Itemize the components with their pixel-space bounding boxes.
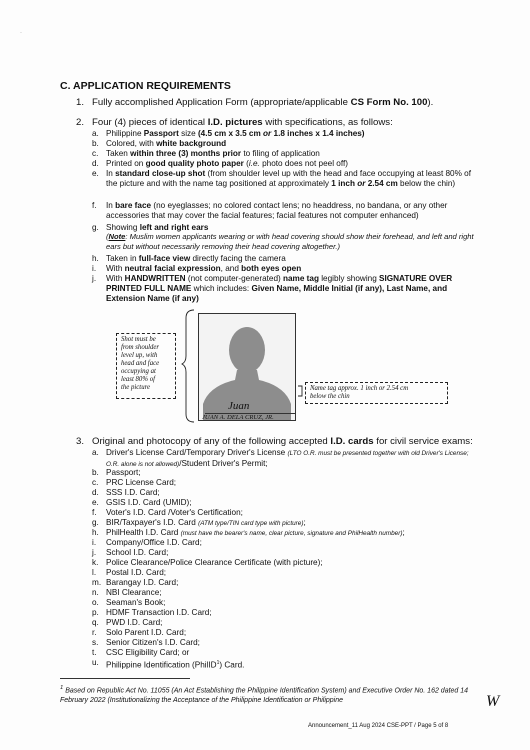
card-name: CSC Eligibility Card; or <box>106 648 190 657</box>
id-card-item <box>92 448 472 470</box>
spec-text: (not computer-generated) <box>185 274 283 283</box>
card-name-end: /Student Driver's Permit; <box>179 459 268 468</box>
callout-line: head and face <box>121 360 160 367</box>
spec-italic: or <box>260 129 274 138</box>
spec-letter: h. <box>92 254 99 263</box>
requirement-bold: I.D. cards <box>330 436 374 447</box>
spec-text: (from shoulder level up with the head and face occupying at least 80% of the picture and with the name tag positioned at approximately <box>106 169 471 188</box>
spec-text: (no eyeglasses; no colored contact lens; no headdress, no bandana, or any other accessories that may cover the facial features; facial features not computer enhanced) <box>106 201 448 220</box>
spec-bold: full-face view <box>138 254 191 263</box>
footnote-separator <box>60 678 190 679</box>
card-letter: h. <box>92 528 99 537</box>
footnote-text: Based on Republic Act No. 11055 (An Act Establishing the Philippine Identification System) and Executive Order No. 162 dated 14 February 2022 (Institutionalizing the Acceptance of the Philippine Identification or Philippine <box>60 687 469 705</box>
spec-bold: white background <box>156 139 227 148</box>
card-name: NBI Clearance; <box>106 588 162 597</box>
spec-bold: within three (3) months prior <box>130 149 242 158</box>
id-card-item <box>92 538 472 548</box>
spec-bold: Passport <box>143 129 179 138</box>
requirement-text: Four (4) pieces of identical <box>92 117 208 128</box>
id-card-item <box>92 608 472 618</box>
muslim-women-note <box>106 232 476 252</box>
card-name: Senior Citizen's I.D. Card; <box>106 638 200 647</box>
id-card-item <box>92 598 472 608</box>
note-paren: ( <box>106 232 109 241</box>
spec-letter: a. <box>92 129 99 138</box>
id-card-item <box>92 568 472 578</box>
spec-text: Taken <box>106 149 131 158</box>
spec-letter: c. <box>92 149 99 158</box>
spec-bold: good quality photo paper <box>145 159 244 168</box>
spec-bold: HANDWRITTEN <box>124 274 186 283</box>
spec-letter: i. <box>92 264 97 273</box>
id-card-item <box>92 658 472 671</box>
card-note: (must have the bearer's name, clear picture, signature and PhilHealth number) <box>180 530 403 537</box>
card-name: Postal I.D. Card; <box>106 568 167 577</box>
spec-letter: e. <box>92 169 99 178</box>
card-letter: r. <box>92 628 97 637</box>
spec-text: which includes: <box>191 284 252 293</box>
footnote-reference: 1 <box>216 660 220 666</box>
card-letter: t. <box>92 648 97 657</box>
callout-line: Name tag approx. 1 inch or 2.54 cm <box>310 385 409 392</box>
id-card-item <box>92 558 472 568</box>
requirement-text-end: ). <box>427 97 434 108</box>
callout-line: level up, with <box>121 352 158 359</box>
picture-spec-f <box>92 201 472 221</box>
id-card-item <box>92 638 472 648</box>
spec-text: below the chin) <box>397 179 456 188</box>
spec-text: Colored, with <box>106 139 157 148</box>
card-letter: e. <box>92 498 99 507</box>
card-letter: q. <box>92 618 99 627</box>
card-name: Solo Parent I.D. Card; <box>106 628 187 637</box>
callout-line: occupying at <box>121 368 156 375</box>
spec-text: Philippine <box>106 129 144 138</box>
card-name: PWD I.D. Card; <box>106 618 163 627</box>
card-name: HDMF Transaction I.D. Card; <box>106 608 212 617</box>
id-card-item <box>92 578 472 588</box>
id-card-item <box>92 478 472 488</box>
card-letter: k. <box>92 558 99 567</box>
card-letter: o. <box>92 598 99 607</box>
card-name: GSIS I.D. Card (UMID); <box>106 498 192 507</box>
spec-bold: both eyes open <box>241 264 302 273</box>
card-name: PhilHealth I.D. Card <box>106 528 181 537</box>
spec-bold: 1 inch <box>331 179 355 188</box>
spec-text: Taken in <box>106 254 139 263</box>
picture-spec-i <box>92 264 472 274</box>
note-label: Note <box>108 232 126 241</box>
requirement-1 <box>76 97 433 109</box>
spec-italic: i.e. <box>248 159 260 168</box>
requirement-number: 2. <box>76 117 85 128</box>
spec-text: In <box>106 169 116 178</box>
spec-text: directly facing the camera <box>190 254 286 263</box>
printed-full-name: JUAN A. DELA CRUZ, JR. <box>202 414 274 421</box>
id-card-item <box>92 468 472 478</box>
card-name: PRC License Card; <box>106 478 177 487</box>
id-card-item <box>92 498 472 508</box>
id-card-item <box>92 508 472 518</box>
picture-spec-j <box>92 274 472 304</box>
picture-spec-d <box>92 159 472 169</box>
card-name: School I.D. Card; <box>106 548 169 557</box>
spec-text: to filing of application <box>241 149 320 158</box>
card-name: Barangay I.D. Card; <box>106 578 179 587</box>
card-name: Philippine Identification (PhilID <box>106 660 217 670</box>
spec-text: photo does not peel off) <box>259 159 348 168</box>
callout-line: below the chin <box>310 393 350 400</box>
callout-line: the picture <box>121 384 151 391</box>
card-letter: a. <box>92 448 99 457</box>
spec-bold: Given Name, Middle Initial (if any), Last Name, and Extension Name (if any) <box>106 284 448 303</box>
spec-text: With <box>106 274 125 283</box>
card-name-end: ) Card. <box>219 660 245 670</box>
requirement-3 <box>76 436 473 448</box>
id-card-item <box>92 548 472 558</box>
card-letter: n. <box>92 588 99 597</box>
card-letter: i. <box>92 538 97 547</box>
requirement-number: 3. <box>76 436 85 447</box>
card-letter: p. <box>92 608 99 617</box>
card-letter: u. <box>92 658 99 667</box>
requirement-number: 1. <box>76 97 85 108</box>
callout-line: Shot must be <box>121 336 156 343</box>
callout-line: least 80% of <box>121 376 155 383</box>
spec-letter: j. <box>92 274 97 283</box>
spec-bold: 1.8 inches x 1.4 inches) <box>273 129 365 138</box>
card-letter: g. <box>92 518 99 527</box>
note-text: : Muslim women applicants wearing or with head covering should show their forehead, and left and right ears but without necessarily removing their head covering altogether.) <box>106 232 474 251</box>
handwritten-initials: W <box>486 693 500 710</box>
picture-spec-e <box>92 169 472 189</box>
card-letter: m. <box>92 578 102 587</box>
section-heading: C. APPLICATION REQUIREMENTS <box>60 80 231 92</box>
card-letter: b. <box>92 468 99 477</box>
card-note: (ATM type/TIN card type with picture) <box>198 520 304 527</box>
spec-bold: SIGNATURE OVER PRINTED FULL NAME <box>106 274 453 293</box>
footnote-mark: 1 <box>60 685 64 691</box>
spec-text: ( <box>243 159 249 168</box>
spec-bold: standard close-up shot <box>115 169 206 178</box>
requirement-text-end: for civil service exams: <box>373 436 473 447</box>
card-name: SSS I.D. Card; <box>106 488 160 497</box>
spec-letter: g. <box>92 223 99 232</box>
picture-spec-a <box>92 129 472 139</box>
card-letter: s. <box>92 638 99 647</box>
requirement-2 <box>76 117 393 129</box>
card-name-end: ; <box>402 528 405 537</box>
id-card-item <box>92 488 472 498</box>
card-name: Police Clearance/Police Clearance Certificate (with picture); <box>106 558 323 567</box>
requirement-bold: I.D. pictures <box>207 117 263 128</box>
spec-bold: bare face <box>115 201 152 210</box>
spec-letter: b. <box>92 139 99 148</box>
picture-spec-b <box>92 139 472 149</box>
card-name: Seaman's Book; <box>106 598 166 607</box>
picture-spec-c <box>92 149 472 159</box>
shot-callout <box>116 333 176 399</box>
spec-text: With <box>106 264 125 273</box>
card-note: (LTO O.R. must be presented together with old Driver's License; O.R. alone is not allowed) <box>106 450 469 468</box>
card-letter: c. <box>92 478 99 487</box>
card-name-end: ; <box>303 518 306 527</box>
card-letter: j. <box>92 548 97 557</box>
spec-bold: name tag <box>283 274 319 283</box>
spec-italic: or <box>354 179 368 188</box>
name-tag-callout <box>305 382 448 404</box>
card-letter: f. <box>92 508 97 517</box>
spec-letter: f. <box>92 201 97 210</box>
card-name: Passport; <box>106 468 141 477</box>
card-name: Driver's License Card/Temporary Driver's License <box>106 448 288 457</box>
form-name: CS Form No. 100 <box>350 97 428 108</box>
spec-bold: (4.5 cm x 3.5 cm <box>197 129 261 138</box>
card-name: BIR/Taxpayer's I.D. Card <box>106 518 199 527</box>
spec-letter: d. <box>92 159 99 168</box>
id-card-item <box>92 618 472 628</box>
id-card-item <box>92 588 472 598</box>
handwritten-signature: Juan <box>228 400 250 412</box>
spec-text: , and <box>220 264 242 273</box>
spec-bold: left and right ears <box>139 223 209 232</box>
page-footer: Announcement_11 Aug 2024 CSE-PPT / Page 5 of 8 <box>308 723 449 729</box>
spec-text: Printed on <box>106 159 146 168</box>
card-name: Company/Office I.D. Card; <box>106 538 202 547</box>
requirement-text: Original and photocopy of any of the following accepted <box>92 436 331 447</box>
card-name: Voter's I.D. Card /Voter's Certification; <box>106 508 243 517</box>
card-letter: l. <box>92 568 97 577</box>
requirement-text: Fully accomplished Application Form (appropriate/applicable <box>92 97 351 108</box>
picture-spec-h <box>92 254 472 264</box>
spec-text: In <box>106 201 116 210</box>
spec-text: size <box>178 129 198 138</box>
spec-bold: neutral facial expression <box>124 264 221 273</box>
requirement-text-end: with specifications, as follows: <box>262 117 393 128</box>
id-card-item <box>92 648 472 658</box>
callout-line: from shoulder <box>121 344 160 351</box>
scan-mark: · <box>20 30 22 36</box>
spec-bold: 2.54 cm <box>367 179 398 188</box>
spec-text: Showing <box>106 223 140 232</box>
footnote <box>60 683 480 706</box>
card-letter: d. <box>92 488 99 497</box>
id-card-item <box>92 628 472 638</box>
spec-text: legibly showing <box>318 274 380 283</box>
